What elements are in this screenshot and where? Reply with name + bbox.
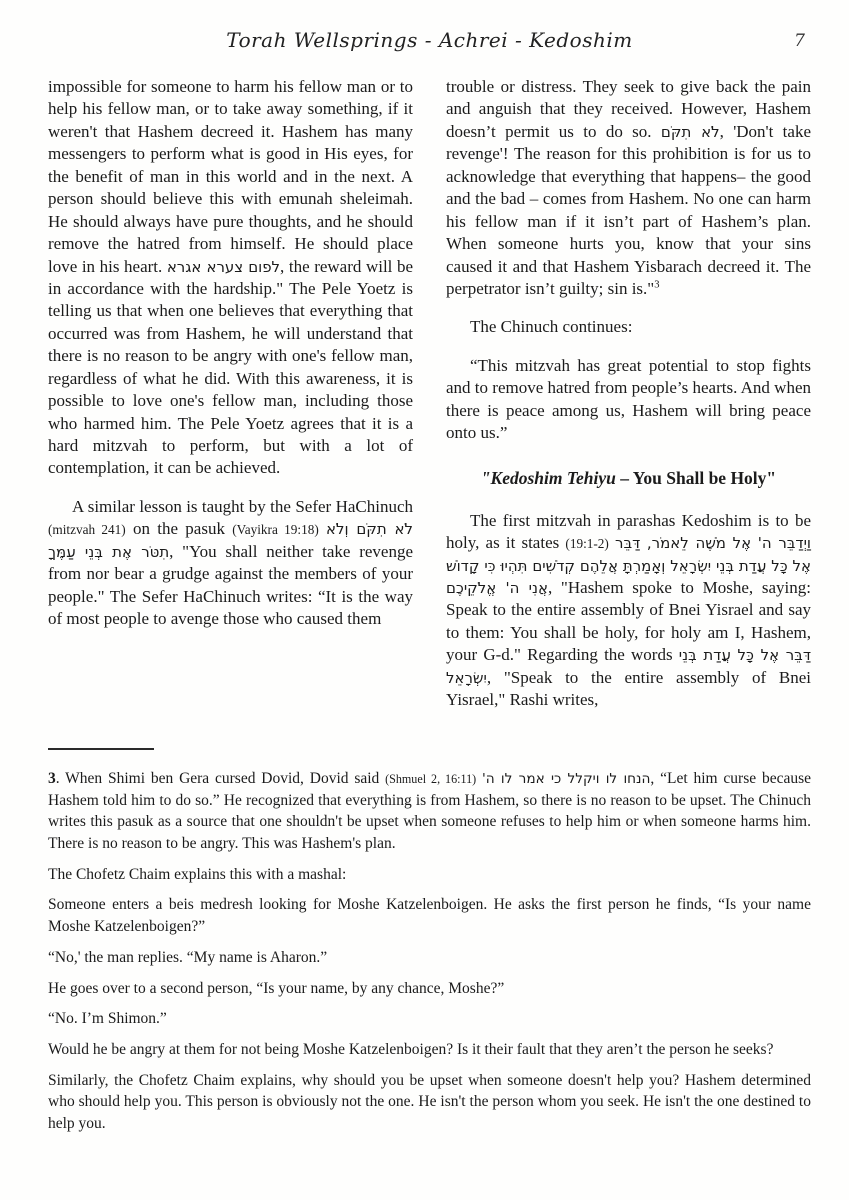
citation: (Shmuel 2, 16:11) — [385, 772, 477, 786]
hebrew-text: וַיְדַבֵּר ה' אֶל מֹשֶׁה לֵאמֹר, דַּבֵּר אֶל כָּל עֲדַת בְּנֵי יִשְׂרָאֵל וְאָמַרְתָּ אֲלֵהֶם קְדֹשִׁים תִּהְיוּ כִּי קָדוֹשׁ אֲנִי ה' אֱלֹקֵיכֶם — [446, 534, 812, 597]
text-run: , "Hashem spoke to Moshe, saying: Speak to the entire assembly of Bnei Yisrael and say to them: You shall be holy, for holy am I, Hashem, your G-d." Regarding the words — [446, 577, 811, 665]
text-run-bold-italic: "Kedoshim Tehiyu — [480, 467, 616, 488]
text-run: “No. I’m Shimon.” — [48, 1010, 167, 1028]
text-run: The Chinuch continues: — [470, 317, 633, 337]
citation: (Vayikra 19:18) — [232, 522, 319, 538]
text-run-bold: 3 — [48, 770, 56, 787]
section-heading — [446, 467, 811, 490]
footnote-paragraph — [48, 978, 811, 1000]
text-run: on the pasuk — [125, 519, 233, 539]
left-column — [48, 76, 413, 647]
footnote-paragraph — [48, 1070, 811, 1135]
footnote-paragraph — [48, 947, 811, 969]
footnote-paragraph — [48, 894, 811, 937]
hebrew-text: לפום צערא אגרא — [166, 257, 281, 276]
text-run: trouble or distress. They seek to give back the pain and anguish that they received. However, Hashem doesn’t permit us to do so. — [446, 77, 811, 141]
hebrew-text: לֹא תִקֹּם — [660, 122, 720, 141]
page-header-title: Torah Wellsprings - Achrei - Kedoshim — [226, 28, 633, 52]
text-run: The first mitzvah in parashas Kedoshim is to be holy, as it states — [446, 510, 811, 553]
text-run: , "Speak to the entire assembly of Bnei Yisrael," Rashi writes, — [446, 667, 811, 710]
citation: (19:1-2) — [565, 536, 609, 552]
text-run: “This mitzvah has great potential to stop fights and to remove hatred from people’s hearts. And when there is peace among us, Hashem will bring peace onto us.” — [446, 355, 811, 443]
text-run: He goes over to a second person, “Is your name, by any chance, Moshe?” — [48, 979, 505, 997]
body-paragraph — [446, 76, 811, 300]
body-paragraph — [446, 510, 811, 712]
text-run: Someone enters a beis medresh looking for Moshe Katzelenboigen. He asks the first person he finds, “Is your name Moshe Katzelenboigen?” — [48, 896, 811, 936]
text-run: . When Shimi ben Gera cursed Dovid, Dovid said — [55, 770, 386, 787]
footnote-paragraph — [48, 864, 811, 886]
text-run: , 'Don't take revenge'! The reason for this prohibition is for us to acknowledge that everything that happens– the good and the bad – comes from Hashem. No one can harm his fellow man if it isn’t part of Hashem’s plan. When someone hurts you, know that your sins caused it and that Hashem Yisbarach decreed it. The perpetrator isn’t guilty; sin is." — [446, 121, 811, 298]
right-column — [446, 76, 811, 728]
text-run: , the reward will be in accordance with the hardship." The Pele Yoetz is telling us that when one believes that everything that occurred was from Hashem, he will understand that there is no reason to be angry with one's fellow man, regardless of what he did. With this awareness, it is possible to love one's fellow man, including those who harmed him. The Pele Yoetz agrees that it is a hard mitzvah to perform, but with a lot of contemplation, it can be achieved. — [48, 256, 413, 478]
text-run: , "You shall neither take revenge from nor bear a grudge against the members of your people." The Sefer HaChinuch writes: “It is the way of most people to avenge those who caused them — [48, 541, 414, 629]
text-run: impossible for someone to harm his fellow man or to help his fellow man, or to take away something, if it weren't that Hashem decreed it. Hashem has many messengers to perform what is good in His eyes, for the benefit of man in this world and in the next. A person should believe this with emunah sheleimah. He should always have pure thoughts, and he should remove the hatred from himself. He should place love in his heart. — [48, 77, 413, 276]
text-run: Would he be angry at them for not being Moshe Katzelenboigen? Is it their fault that they aren’t the person he seeks? — [48, 1040, 774, 1058]
citation: (mitzvah 241) — [48, 522, 126, 538]
page-number: 7 — [794, 31, 805, 51]
hebrew-text: דַּבֵּר אֶל כָּל עֲדַת בְּנֵי יִשְׂרָאֵל — [446, 646, 811, 687]
footnote-paragraph — [48, 768, 811, 855]
hebrew-text: הנחו לו ויקלל כי אמר לו ה' — [481, 771, 651, 787]
body-paragraph — [48, 496, 413, 631]
text-run: , “Let him curse because Hashem told him to do so.” He recognized that everything is from Hashem, so there is no reason to be upset. The Chinuch writes this pasuk as a source that one shouldn't be upset when someone refuses to help him or when someone harms him. There is no reason to be angry. This was Hashem's plan. — [48, 770, 812, 853]
body-paragraph — [48, 76, 413, 480]
hebrew-text: לֹא תִקֹּם וְלֹא תִטֹּר אֶת בְּנֵי עַמֶּךָ — [48, 520, 413, 561]
text-run: “No,' the man replies. “My name is Aharon.” — [48, 948, 328, 966]
text-run — [319, 519, 326, 538]
text-run-bold: – You Shall be Holy" — [615, 467, 777, 488]
footnote-divider — [48, 748, 154, 750]
body-paragraph — [446, 355, 811, 445]
page-header — [48, 28, 811, 54]
footnote-paragraph — [48, 1008, 811, 1030]
body-paragraph — [446, 316, 811, 338]
text-run: The Chofetz Chaim explains this with a mashal: — [48, 865, 347, 883]
footnotes-section — [48, 768, 811, 1135]
two-column-body — [48, 76, 811, 738]
text-run: Similarly, the Chofetz Chaim explains, why should you be upset when someone doesn't help you? Hashem determined who should help you. This person is obviously not the one. He isn't the person whom you seek. He isn't the one destined to help you. — [48, 1071, 811, 1132]
footnote-ref: 3 — [654, 279, 660, 291]
text-run: A similar lesson is taught by the Sefer HaChinuch — [72, 496, 413, 516]
footnote-paragraph — [48, 1039, 811, 1061]
